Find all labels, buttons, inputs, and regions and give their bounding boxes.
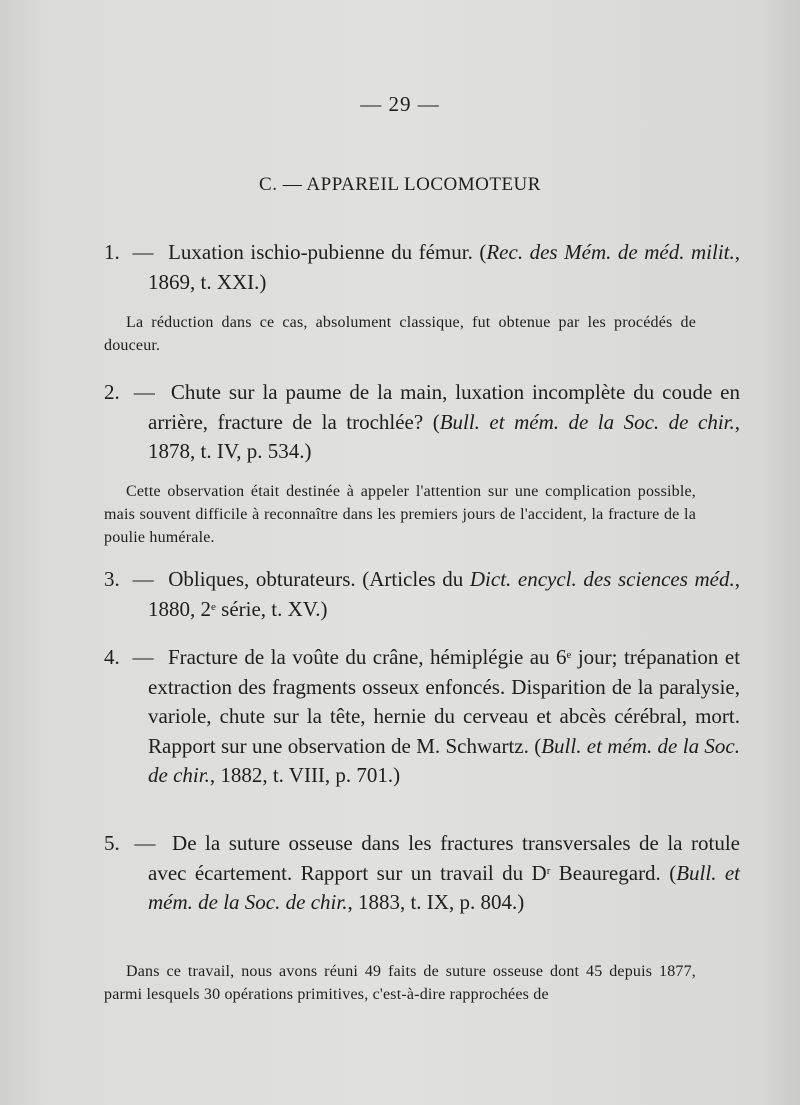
section-title: C. — APPAREIL LOCOMOTEUR xyxy=(259,174,541,195)
entry-number: 2. xyxy=(104,380,120,404)
entry-1 xyxy=(104,238,740,297)
entry-citation: Rec. des Mém. de méd. milit. xyxy=(486,240,735,264)
entry-number: 1. xyxy=(104,240,120,264)
entry-tail: , 1869, t. XXI.) xyxy=(148,240,740,294)
entry-dash: — xyxy=(132,645,154,669)
page-number: — 29 — xyxy=(360,92,440,116)
note-1: La réduction dans ce cas, absolument classique, fut obtenue par les procédés de douceur. xyxy=(104,314,696,354)
entry-tail: , 1883, t. IX, p. 804.) xyxy=(347,890,525,914)
entry-text: Luxation ischio-pubienne du fémur. ( xyxy=(168,240,487,264)
superscript: r xyxy=(546,864,551,877)
superscript: e xyxy=(211,600,216,613)
entry-dash: — xyxy=(132,567,154,591)
entry-number: 3. xyxy=(104,567,120,591)
entry-text: Beauregard. ( xyxy=(550,860,677,885)
entry-citation: Bull. et mém. de la Soc. de chir. xyxy=(148,860,741,914)
entry-dash: — xyxy=(134,831,156,855)
entry-number: 5. xyxy=(104,831,120,855)
entry-text: De la suture osseuse dans les fractures transversales de la rotule avec écartement. Rapport sur un travail du D xyxy=(148,831,740,885)
entry-text: Obliques, obturateurs. (Articles du xyxy=(168,567,470,591)
note-2: Cette observation était destinée à appeler l'attention sur une complication possible, mais souvent difficile à reconnaître dans les premiers jours de l'accident, la fracture de la poulie humérale. xyxy=(104,483,696,546)
entry-tail: , 1880, 2 xyxy=(148,567,741,621)
entry-text: Chute sur la paume de la main, luxation incomplète du coude en arrière, fracture de la trochlée? ( xyxy=(148,380,741,434)
entry-3 xyxy=(104,565,740,624)
entry-4 xyxy=(104,643,740,791)
note-3: Dans ce travail, nous avons réuni 49 faits de suture osseuse dont 45 depuis 1877, parmi lesquels 30 opérations primitives, c'est-à-dire rapprochées de xyxy=(104,963,696,1003)
superscript: e xyxy=(566,649,572,661)
entry-2 xyxy=(104,378,740,467)
entry-dash: — xyxy=(132,240,154,264)
entry-text: jour; trépanation et extraction des fragments osseux enfoncés. Disparition de la paralysie, variole, chute sur la tête, hernie du cerveau et abcès cérébral, mort. Rapport sur une observation de M. Schwartz. ( xyxy=(148,645,741,758)
entry-tail: , 1878, t. IV, p. 534.) xyxy=(148,409,740,463)
entry-tail: série, t. XV.) xyxy=(215,596,328,621)
entry-number: 4. xyxy=(104,645,120,669)
entry-5 xyxy=(104,829,740,918)
entry-citation: Dict. encycl. des sciences méd. xyxy=(469,567,735,591)
entry-citation: Bull. et mém. de la Soc. de chir. xyxy=(439,409,735,434)
entry-dash: — xyxy=(133,380,155,404)
entry-tail: , 1882, t. VIII, p. 701.) xyxy=(209,763,401,787)
entry-text: Fracture de la voûte du crâne, hémiplégie au 6 xyxy=(167,645,567,669)
entry-citation: Bull. et mém. de la Soc. de chir. xyxy=(148,733,740,787)
